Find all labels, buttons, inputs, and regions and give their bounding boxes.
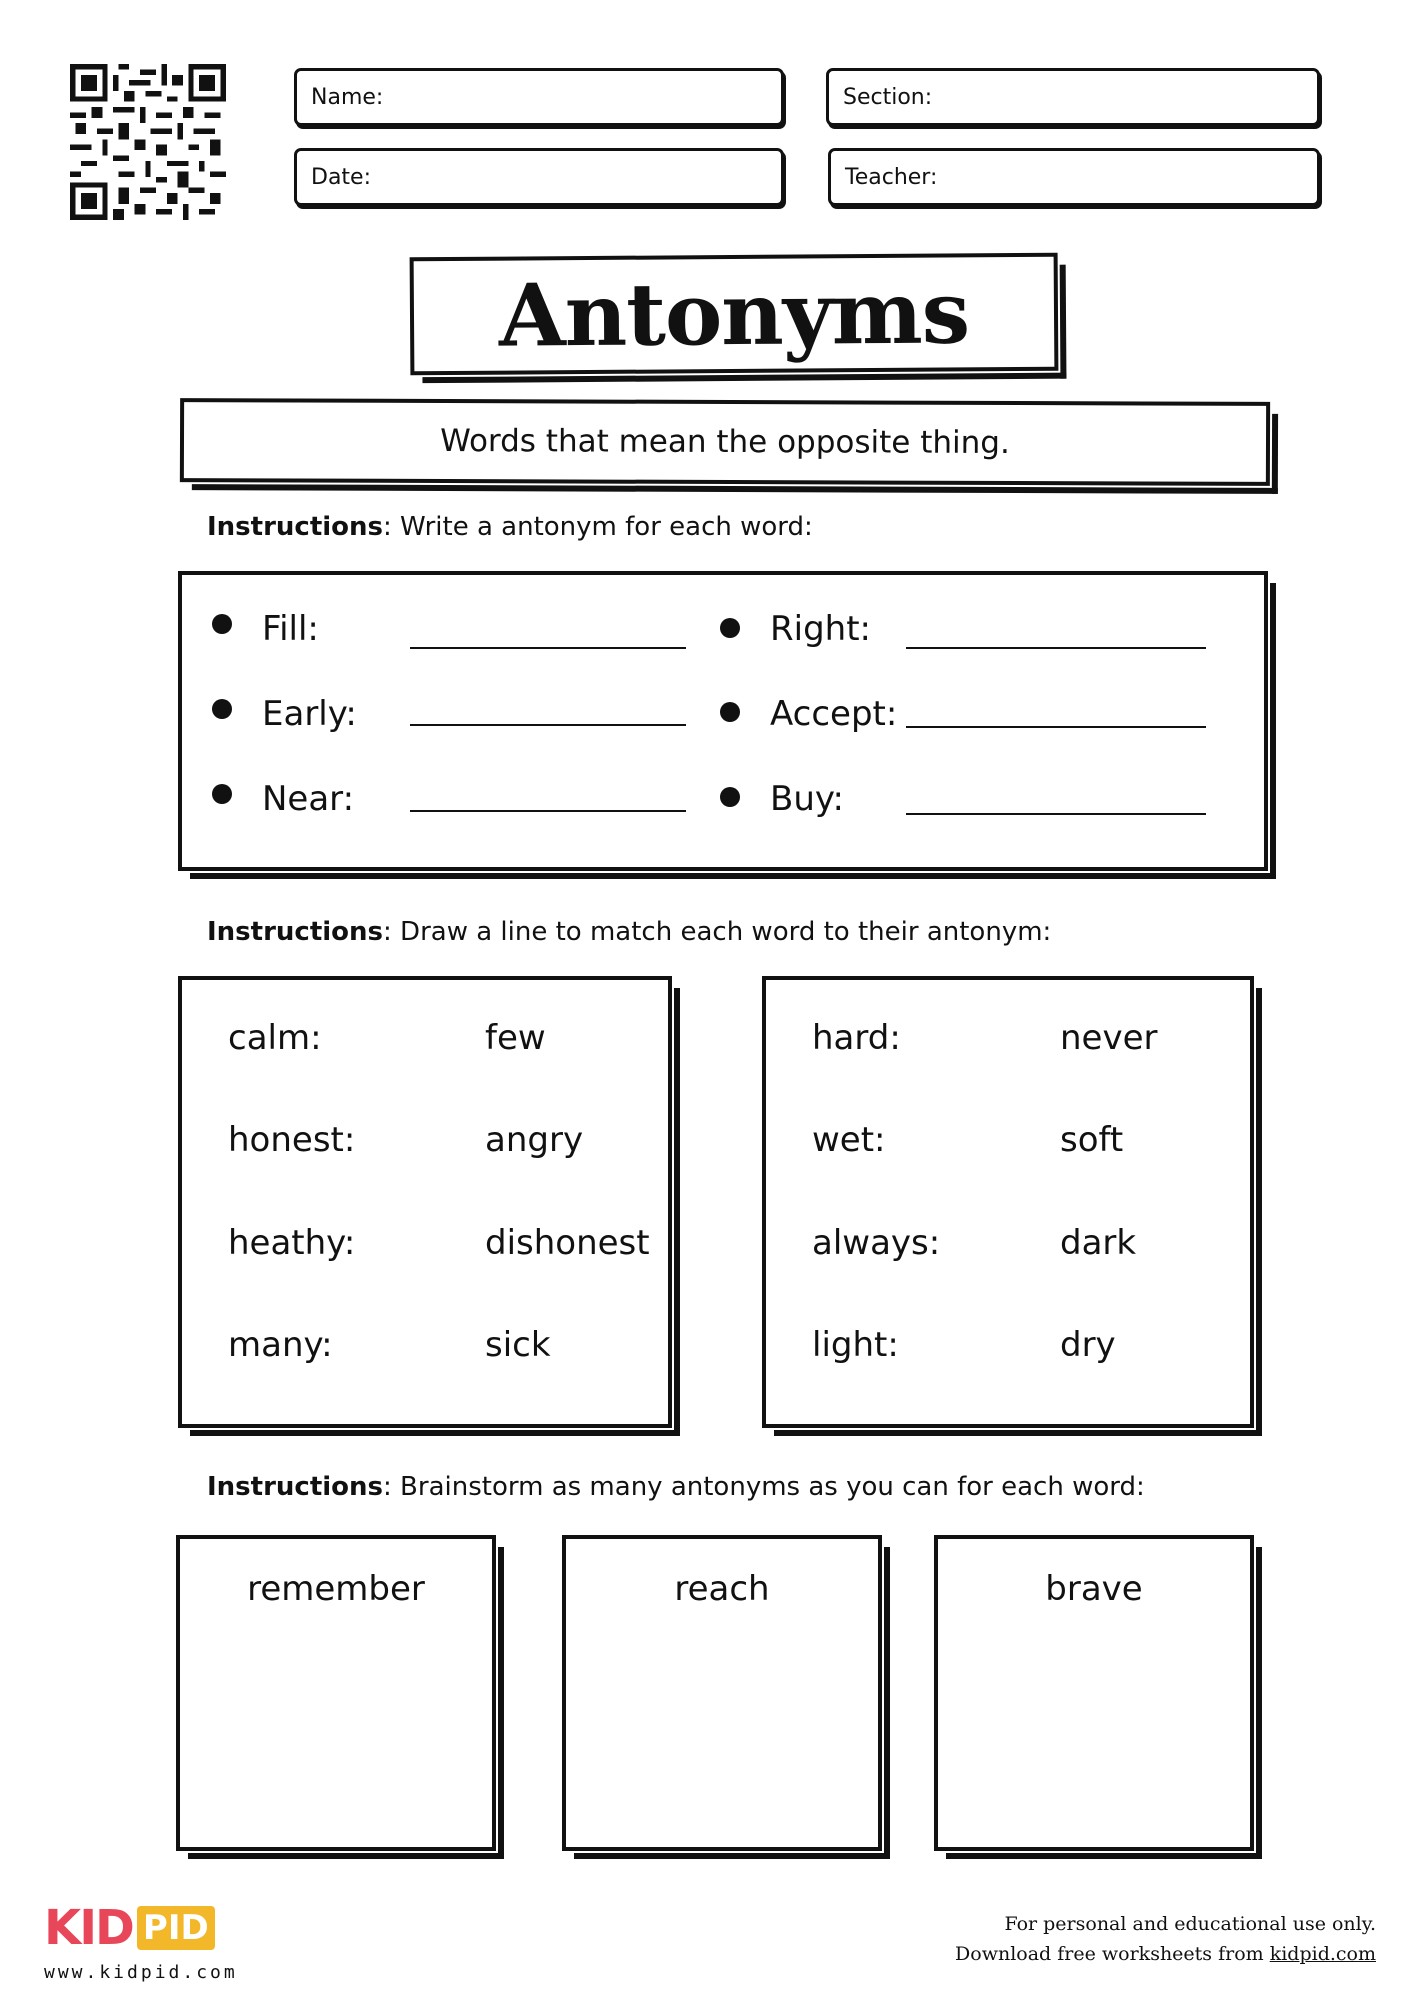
answer-line[interactable] — [906, 647, 1206, 649]
fill-word: Accept: — [770, 694, 898, 734]
fill-word: Early: — [262, 694, 357, 734]
footer-download-note — [955, 1943, 1376, 1965]
bullet-icon — [720, 702, 740, 722]
instructions-1 — [207, 512, 813, 542]
brainstorm-word: reach — [674, 1569, 770, 1609]
bullet-icon — [720, 787, 740, 807]
brainstorm-box-3[interactable] — [934, 1535, 1254, 1851]
instructions-label: Instructions — [207, 512, 384, 542]
fill-word: Near: — [262, 779, 355, 819]
match-box-right — [762, 976, 1254, 1428]
brainstorm-box-1[interactable] — [176, 1535, 496, 1851]
fill-in-box — [178, 571, 1268, 871]
answer-line[interactable] — [906, 813, 1206, 815]
instructions-3 — [207, 1472, 1145, 1502]
definition-text: Words that mean the opposite thing. — [440, 423, 1010, 461]
bullet-icon — [212, 614, 232, 634]
name-label: Name: — [311, 84, 384, 110]
match-word[interactable]: wet: — [812, 1120, 886, 1160]
page-title: Antonyms — [498, 261, 970, 367]
instructions-text: : Brainstorm as many antonyms as you can for each word: — [383, 1472, 1145, 1502]
logo-text-right: PID — [137, 1906, 215, 1950]
brainstorm-word: brave — [1045, 1569, 1143, 1609]
teacher-label: Teacher: — [845, 164, 938, 190]
logo-text-left: KID — [44, 1900, 133, 1956]
date-label: Date: — [311, 164, 371, 190]
title-box — [410, 253, 1059, 376]
fill-word: Buy: — [770, 779, 844, 819]
instructions-label: Instructions — [207, 917, 384, 947]
match-word[interactable]: honest: — [228, 1120, 356, 1160]
match-antonym[interactable]: dark — [1060, 1223, 1137, 1263]
match-word[interactable]: always: — [812, 1223, 941, 1263]
kidpid-logo — [44, 1900, 215, 1956]
match-antonym[interactable]: angry — [485, 1120, 584, 1160]
fill-word: Fill: — [262, 609, 319, 649]
answer-line[interactable] — [410, 810, 686, 812]
date-field[interactable] — [294, 148, 784, 206]
match-antonym[interactable]: never — [1060, 1018, 1158, 1058]
match-antonym[interactable]: soft — [1060, 1120, 1124, 1160]
match-word[interactable]: light: — [812, 1325, 899, 1365]
footer-link[interactable]: kidpid.com — [1269, 1943, 1376, 1965]
logo-url: www.kidpid.com — [44, 1962, 238, 1983]
match-antonym[interactable]: few — [485, 1018, 546, 1058]
instructions-label: Instructions — [207, 1472, 384, 1502]
answer-line[interactable] — [906, 726, 1206, 728]
match-antonym[interactable]: dishonest — [485, 1223, 650, 1263]
instructions-2 — [207, 917, 1051, 947]
answer-line[interactable] — [410, 647, 686, 649]
name-field[interactable] — [294, 68, 784, 126]
match-antonym[interactable]: dry — [1060, 1325, 1116, 1365]
match-antonym[interactable]: sick — [485, 1325, 551, 1365]
definition-box — [180, 398, 1270, 486]
brainstorm-word: remember — [247, 1569, 425, 1609]
bullet-icon — [212, 699, 232, 719]
match-word[interactable]: heathy: — [228, 1223, 356, 1263]
qr-code-icon — [70, 64, 226, 220]
match-word[interactable]: calm: — [228, 1018, 322, 1058]
section-field[interactable] — [826, 68, 1320, 126]
bullet-icon — [720, 618, 740, 638]
answer-line[interactable] — [410, 724, 686, 726]
match-box-left — [178, 976, 672, 1428]
footer-usage-note: For personal and educational use only. — [1004, 1913, 1376, 1935]
teacher-field[interactable] — [828, 148, 1320, 206]
footer-download-prefix: Download free worksheets from — [955, 1943, 1270, 1965]
fill-word: Right: — [770, 609, 871, 649]
bullet-icon — [212, 784, 232, 804]
instructions-text: : Draw a line to match each word to their antonym: — [383, 917, 1052, 947]
instructions-text: : Write a antonym for each word: — [383, 512, 813, 542]
brainstorm-box-2[interactable] — [562, 1535, 882, 1851]
match-word[interactable]: many: — [228, 1325, 333, 1365]
match-word[interactable]: hard: — [812, 1018, 901, 1058]
section-label: Section: — [843, 84, 933, 110]
